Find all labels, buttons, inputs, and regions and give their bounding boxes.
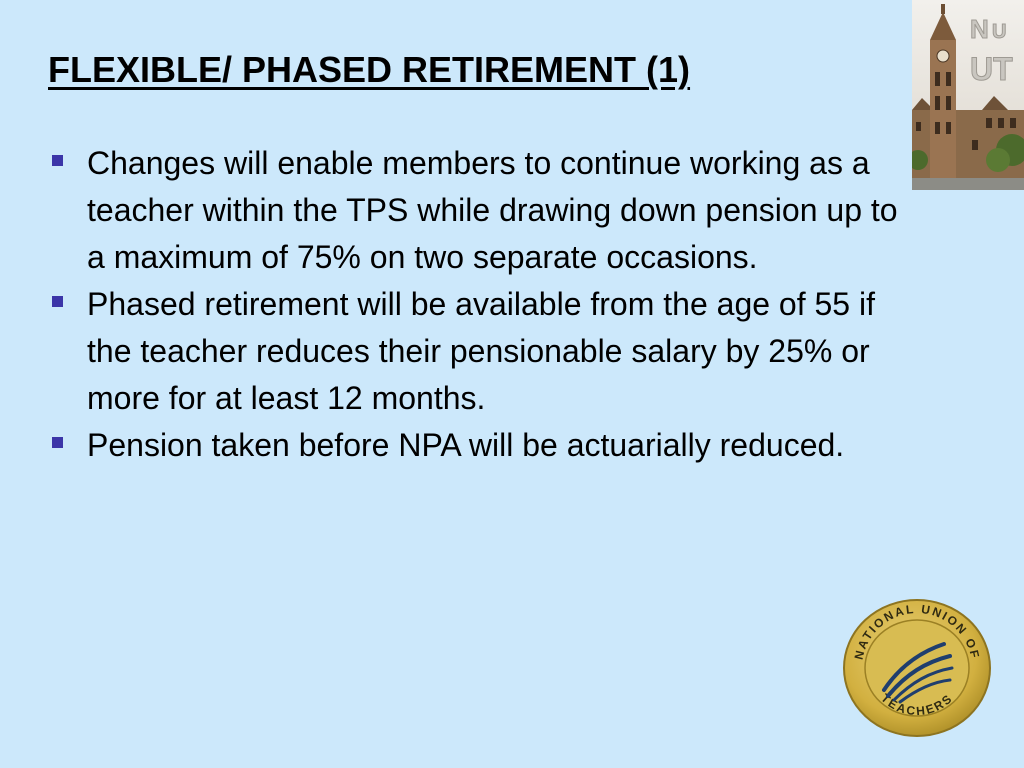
slide-title: FLEXIBLE/ PHASED RETIREMENT (1) [48, 49, 691, 90]
svg-text:TEACHERS: TEACHERS [878, 690, 956, 719]
svg-text:NATIONAL UNION OF: NATIONAL UNION OF [851, 601, 983, 661]
bullet-list [48, 140, 918, 469]
bullet-text: Pension taken before NPA will be actuarially reduced. [87, 427, 845, 463]
svg-text:U: U [992, 21, 1007, 43]
bullet-text: Changes will enable members to continue working as a teacher within the TPS while drawing down pension up to a maximum of 75% on two separate occasions. [87, 145, 898, 275]
square-bullet-icon [52, 437, 63, 448]
bullet-item [48, 422, 918, 469]
town-hall-photo [912, 0, 1024, 190]
nut-seal-icon [840, 596, 994, 740]
bullet-item [48, 140, 918, 281]
square-bullet-icon [52, 296, 63, 307]
svg-text:UT: UT [970, 51, 1013, 87]
bullet-text: Phased retirement will be available from the age of 55 if the teacher reduces their pensionable salary by 25% or more for at least 12 months. [87, 286, 875, 416]
bullet-item [48, 281, 918, 422]
square-bullet-icon [52, 155, 63, 166]
svg-text:N: N [970, 14, 989, 44]
